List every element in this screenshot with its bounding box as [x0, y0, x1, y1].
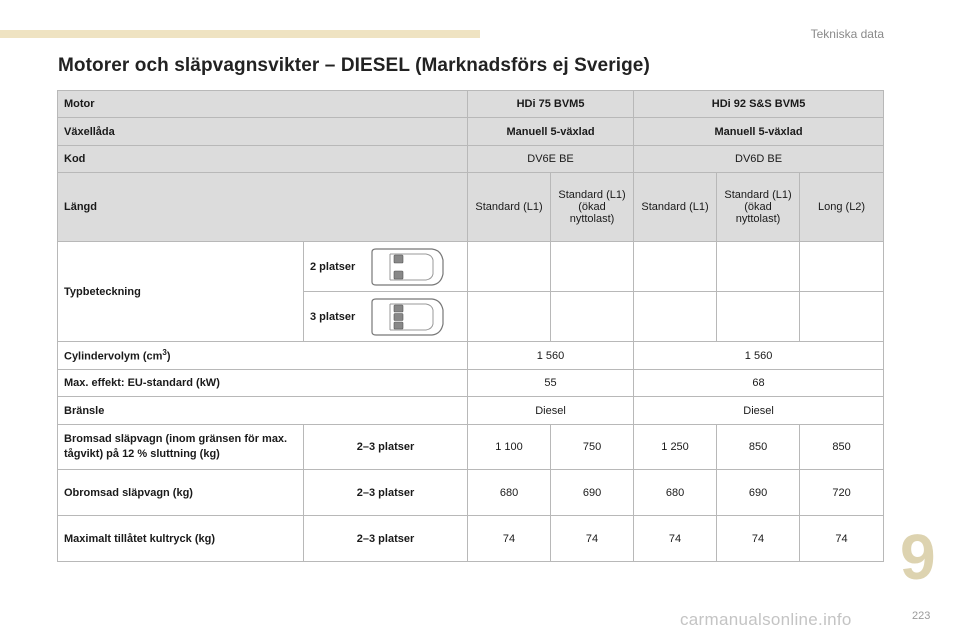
- type-2-seats-value-2: [551, 242, 634, 292]
- fuel-label: Bränsle: [58, 397, 468, 425]
- tow-value-5: 74: [800, 516, 884, 562]
- engine-spec-table: [57, 90, 884, 562]
- length-col-4: Standard (L1) (ökad nyttolast): [717, 173, 800, 242]
- row-braked-trailer: [58, 425, 884, 470]
- tow-value-2: 74: [551, 516, 634, 562]
- braked-value-4: 850: [717, 425, 800, 470]
- row-power: [58, 370, 884, 397]
- code-label: Kod: [58, 146, 468, 173]
- power-1: 55: [468, 370, 634, 397]
- tow-ball-load-seats: 2–3 platser: [304, 516, 468, 562]
- displacement-2: 1 560: [634, 342, 884, 370]
- row-length: [58, 173, 884, 242]
- row-unbraked-trailer: [58, 470, 884, 516]
- van-3-seats-icon: [366, 296, 446, 338]
- type-3-seats-value-4: [717, 292, 800, 342]
- row-code: [58, 146, 884, 173]
- length-col-1: Standard (L1): [468, 173, 551, 242]
- braked-value-5: 850: [800, 425, 884, 470]
- fuel-1: Diesel: [468, 397, 634, 425]
- unbraked-value-2: 690: [551, 470, 634, 516]
- type-3-seats-value-1: [468, 292, 551, 342]
- tow-value-4: 74: [717, 516, 800, 562]
- type-3-seats-value-3: [634, 292, 717, 342]
- van-2-seats-icon: [366, 246, 446, 288]
- displacement-1: 1 560: [468, 342, 634, 370]
- unbraked-value-5: 720: [800, 470, 884, 516]
- length-col-3: Standard (L1): [634, 173, 717, 242]
- type-3-seats-value-2: [551, 292, 634, 342]
- motor-label: Motor: [58, 91, 468, 118]
- motor-engine-1: HDi 75 BVM5: [468, 91, 634, 118]
- braked-value-3: 1 250: [634, 425, 717, 470]
- code-1: DV6E BE: [468, 146, 634, 173]
- braked-value-1: 1 100: [468, 425, 551, 470]
- braked-trailer-seats: 2–3 platser: [304, 425, 468, 470]
- row-fuel: [58, 397, 884, 425]
- type-2-seats-value-4: [717, 242, 800, 292]
- power-2: 68: [634, 370, 884, 397]
- unbraked-trailer-seats: 2–3 platser: [304, 470, 468, 516]
- row-type-2-seats: [58, 242, 884, 292]
- code-2: DV6D BE: [634, 146, 884, 173]
- top-accent-bar: [0, 30, 480, 38]
- power-label: Max. effekt: EU-standard (kW): [58, 370, 468, 397]
- tow-value-1: 74: [468, 516, 551, 562]
- type-2-seats-cell: [304, 242, 468, 292]
- unbraked-trailer-label: Obromsad släpvagn (kg): [58, 470, 304, 516]
- displacement-label: Cylindervolym $(cm^3)$: [58, 342, 468, 370]
- fuel-2: Diesel: [634, 397, 884, 425]
- type-3-seats-cell: [304, 292, 468, 342]
- gearbox-2: Manuell 5-växlad: [634, 118, 884, 146]
- length-col-5: Long (L2): [800, 173, 884, 242]
- section-header: Tekniska data: [810, 27, 884, 41]
- type-label: Typbeteckning: [58, 242, 304, 342]
- seats-2-label: 2 platser: [310, 260, 356, 273]
- row-gearbox: [58, 118, 884, 146]
- type-2-seats-value-5: [800, 242, 884, 292]
- length-col-2: Standard (L1) (ökad nyttolast): [551, 173, 634, 242]
- page-title: Motorer och släpvagnsvikter – DIESEL (Marknadsförs ej Sverige): [58, 55, 650, 76]
- row-tow-ball-load: [58, 516, 884, 562]
- page-number: 223: [912, 610, 931, 622]
- gearbox-label: Växellåda: [58, 118, 468, 146]
- type-2-seats-value-3: [634, 242, 717, 292]
- motor-engine-2: HDi 92 S&S BVM5: [634, 91, 884, 118]
- watermark: carmanualsonline.info: [680, 610, 852, 629]
- tow-ball-load-label: Maximalt tillåtet kultryck (kg): [58, 516, 304, 562]
- chapter-number: 9: [900, 521, 936, 593]
- seats-3-label: 3 platser: [310, 310, 356, 323]
- braked-value-2: 750: [551, 425, 634, 470]
- unbraked-value-1: 680: [468, 470, 551, 516]
- tow-value-3: 74: [634, 516, 717, 562]
- row-displacement: [58, 342, 884, 370]
- length-label: Längd: [58, 173, 468, 242]
- braked-trailer-label: Bromsad släpvagn (inom gränsen för max. tågvikt) på 12 % sluttning (kg): [58, 425, 304, 470]
- type-3-seats-value-5: [800, 292, 884, 342]
- gearbox-1: Manuell 5-växlad: [468, 118, 634, 146]
- row-motor: [58, 91, 884, 118]
- unbraked-value-4: 690: [717, 470, 800, 516]
- type-2-seats-value-1: [468, 242, 551, 292]
- unbraked-value-3: 680: [634, 470, 717, 516]
